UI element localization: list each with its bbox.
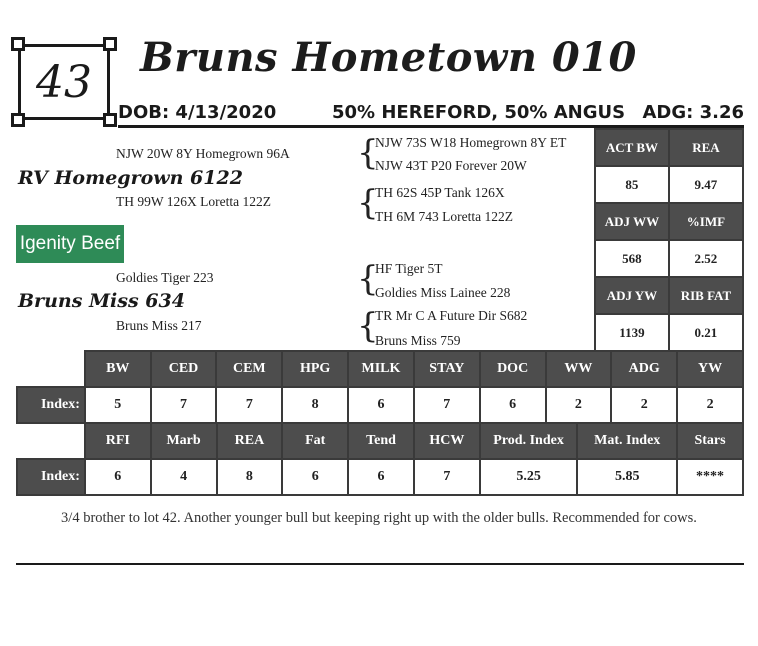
value-marb: 4	[151, 459, 217, 495]
adj-yw-label: ADJ YW	[595, 277, 669, 314]
header-stay: STAY	[414, 351, 480, 387]
value-stars: ****	[677, 459, 743, 495]
value-hcw: 7	[414, 459, 480, 495]
g7: TR Mr C A Future Dir S682	[375, 308, 528, 323]
header-prod-index: Prod. Index	[480, 423, 578, 459]
dam-sire: Goldies Tiger 223	[116, 270, 214, 285]
g3: TH 62S 45P Tank 126X	[375, 185, 505, 200]
header-hpg: HPG	[282, 351, 348, 387]
header-mat-index: Mat. Index	[577, 423, 677, 459]
brace: {	[357, 183, 379, 223]
value-tend: 6	[348, 459, 414, 495]
value-ced: 7	[151, 387, 217, 423]
imf-value: 2.52	[669, 240, 743, 277]
header-adg: ADG	[611, 351, 677, 387]
act-bw-value: 85	[595, 166, 669, 203]
igenity-logo: Igenity Beef	[16, 225, 124, 263]
header-marb: Marb	[151, 423, 217, 459]
index-table-2	[16, 422, 744, 496]
value-stay: 7	[414, 387, 480, 423]
value-doc: 6	[480, 387, 546, 423]
rib-fat-label: RIB FAT	[669, 277, 743, 314]
index-row-label: Index:	[17, 387, 85, 423]
g8: Bruns Miss 759	[375, 333, 461, 348]
header-bw: BW	[85, 351, 151, 387]
value-rfi: 6	[85, 459, 151, 495]
brace: {	[357, 133, 379, 173]
header-fat: Fat	[282, 423, 348, 459]
lot-number: 43	[36, 56, 92, 108]
animal-name: Bruns Hometown 010	[140, 34, 637, 81]
header-hcw: HCW	[414, 423, 480, 459]
value-yw: 2	[677, 387, 743, 423]
value-hpg: 8	[282, 387, 348, 423]
header-milk: MILK	[348, 351, 414, 387]
adg: ADG: 3.26	[642, 102, 744, 123]
rea-value: 9.47	[669, 166, 743, 203]
header-cem: CEM	[216, 351, 282, 387]
value-fat: 6	[282, 459, 348, 495]
imf-label: %IMF	[669, 203, 743, 240]
value-cem: 7	[216, 387, 282, 423]
brace: {	[357, 259, 379, 299]
header-rfi: RFI	[85, 423, 151, 459]
breed: 50% HEREFORD, 50% ANGUS	[332, 102, 626, 123]
value-milk: 6	[348, 387, 414, 423]
lot-comment: 3/4 brother to lot 42. Another younger bull but keeping right up with the older bulls. Recommended for cows.	[61, 510, 697, 526]
adj-ww-value: 568	[595, 240, 669, 277]
value-adg: 2	[611, 387, 677, 423]
value-ww: 2	[546, 387, 612, 423]
g6: Goldies Miss Lainee 228	[375, 285, 511, 300]
header-ced: CED	[151, 351, 217, 387]
rib-fat-value: 0.21	[669, 314, 743, 351]
sire-dam: TH 99W 126X Loretta 122Z	[116, 194, 271, 209]
divider	[16, 563, 744, 565]
header-rea: REA	[217, 423, 283, 459]
dob: DOB: 4/13/2020	[118, 102, 277, 123]
g2: NJW 43T P20 Forever 20W	[375, 158, 527, 173]
adj-yw-value: 1139	[595, 314, 669, 351]
value-rea: 8	[217, 459, 283, 495]
carcass-grid	[594, 128, 744, 352]
dam-dam: Bruns Miss 217	[116, 318, 202, 333]
header-ww: WW	[546, 351, 612, 387]
header-doc: DOC	[480, 351, 546, 387]
value-prod-index: 5.25	[480, 459, 578, 495]
info-line	[118, 98, 744, 128]
index-row-label: Index:	[17, 459, 85, 495]
header-tend: Tend	[348, 423, 414, 459]
rea-label: REA	[669, 129, 743, 166]
adj-ww-label: ADJ WW	[595, 203, 669, 240]
index-table-1	[16, 350, 744, 424]
g1: NJW 73S W18 Homegrown 8Y ET	[375, 135, 567, 150]
g5: HF Tiger 5T	[375, 261, 443, 276]
header-stars: Stars	[677, 423, 743, 459]
dam: Bruns Miss 634	[18, 290, 185, 312]
g4: TH 6M 743 Loretta 122Z	[375, 209, 513, 224]
brace: {	[357, 306, 379, 346]
sire-sire: NJW 20W 8Y Homegrown 96A	[116, 146, 290, 161]
value-bw: 5	[85, 387, 151, 423]
sire: RV Homegrown 6122	[18, 167, 243, 189]
header-yw: YW	[677, 351, 743, 387]
value-mat-index: 5.85	[577, 459, 677, 495]
act-bw-label: ACT BW	[595, 129, 669, 166]
